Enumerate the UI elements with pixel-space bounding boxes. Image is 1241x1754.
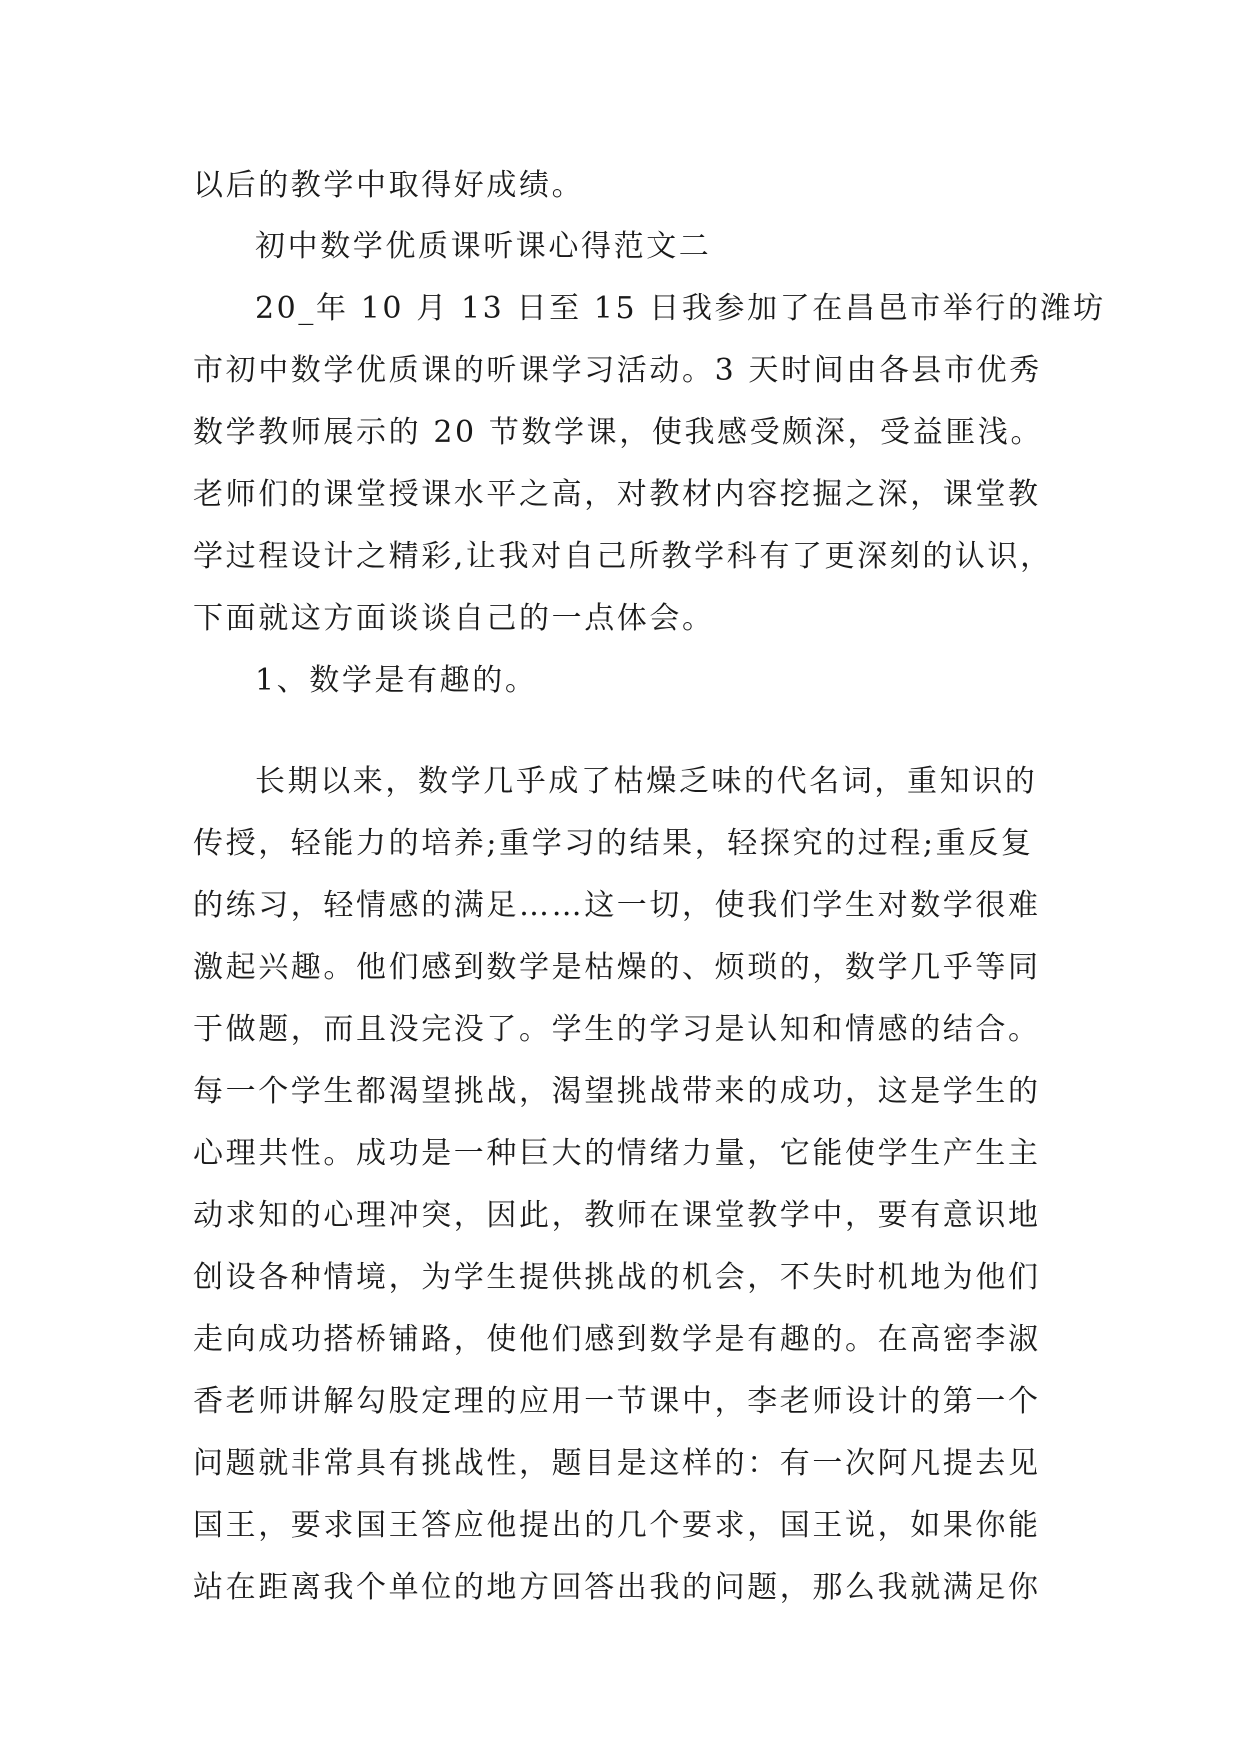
paragraph1-line: 学过程设计之精彩,让我对自己所教学科有了更深刻的认识， (193, 539, 1053, 574)
paragraph2-line: 创设各种情境，为学生提供挑战的机会，不失时机地为他们 (193, 1260, 1041, 1295)
paragraph2-line: 长期以来，数学几乎成了枯燥乏味的代名词，重知识的 (255, 764, 1038, 799)
paragraph2-line: 的练习，轻情感的满足……这一切，使我们学生对数学很难 (193, 888, 1041, 923)
paragraph2-line: 每一个学生都渴望挑战，渴望挑战带来的成功，这是学生的 (193, 1074, 1041, 1109)
paragraph2-line: 问题就非常具有挑战性，题目是这样的：有一次阿凡提去见 (193, 1446, 1041, 1481)
paragraph2-line: 动求知的心理冲突，因此，教师在课堂教学中，要有意识地 (193, 1198, 1041, 1233)
paragraph1-line: 市初中数学优质课的听课学习活动。3 天时间由各县市优秀 (193, 353, 1042, 388)
section-title: 初中数学优质课听课心得范文二 (255, 229, 712, 264)
paragraph2-line: 站在距离我个单位的地方回答出我的问题，那么我就满足你 (193, 1570, 1041, 1605)
paragraph1-line: 老师们的课堂授课水平之高，对教材内容挖掘之深，课堂教 (193, 477, 1041, 512)
intro-tail-text: 以后的教学中取得好成绩。 (193, 168, 585, 203)
paragraph2-line: 激起兴趣。他们感到数学是枯燥的、烦琐的，数学几乎等同 (193, 950, 1041, 985)
paragraph2-line: 香老师讲解勾股定理的应用一节课中，李老师设计的第一个 (193, 1384, 1041, 1419)
paragraph1-line: 20_年 10 月 13 日至 15 日我参加了在昌邑市举行的潍坊 (255, 291, 1106, 326)
point1-heading: 1、数学是有趣的。 (255, 663, 538, 698)
paragraph2-line: 走向成功搭桥铺路，使他们感到数学是有趣的。在高密李淑 (193, 1322, 1041, 1357)
paragraph2-line: 国王，要求国王答应他提出的几个要求，国王说，如果你能 (193, 1508, 1041, 1543)
paragraph2-line: 传授，轻能力的培养;重学习的结果，轻探究的过程;重反复 (193, 826, 1034, 861)
paragraph2-line: 于做题，而且没完没了。学生的学习是认知和情感的结合。 (193, 1012, 1041, 1047)
paragraph1-line: 下面就这方面谈谈自己的一点体会。 (193, 601, 715, 636)
paragraph1-line: 数学教师展示的 20 节数学课，使我感受颇深，受益匪浅。 (193, 415, 1044, 450)
paragraph2-line: 心理共性。成功是一种巨大的情绪力量，它能使学生产生主 (193, 1136, 1041, 1171)
